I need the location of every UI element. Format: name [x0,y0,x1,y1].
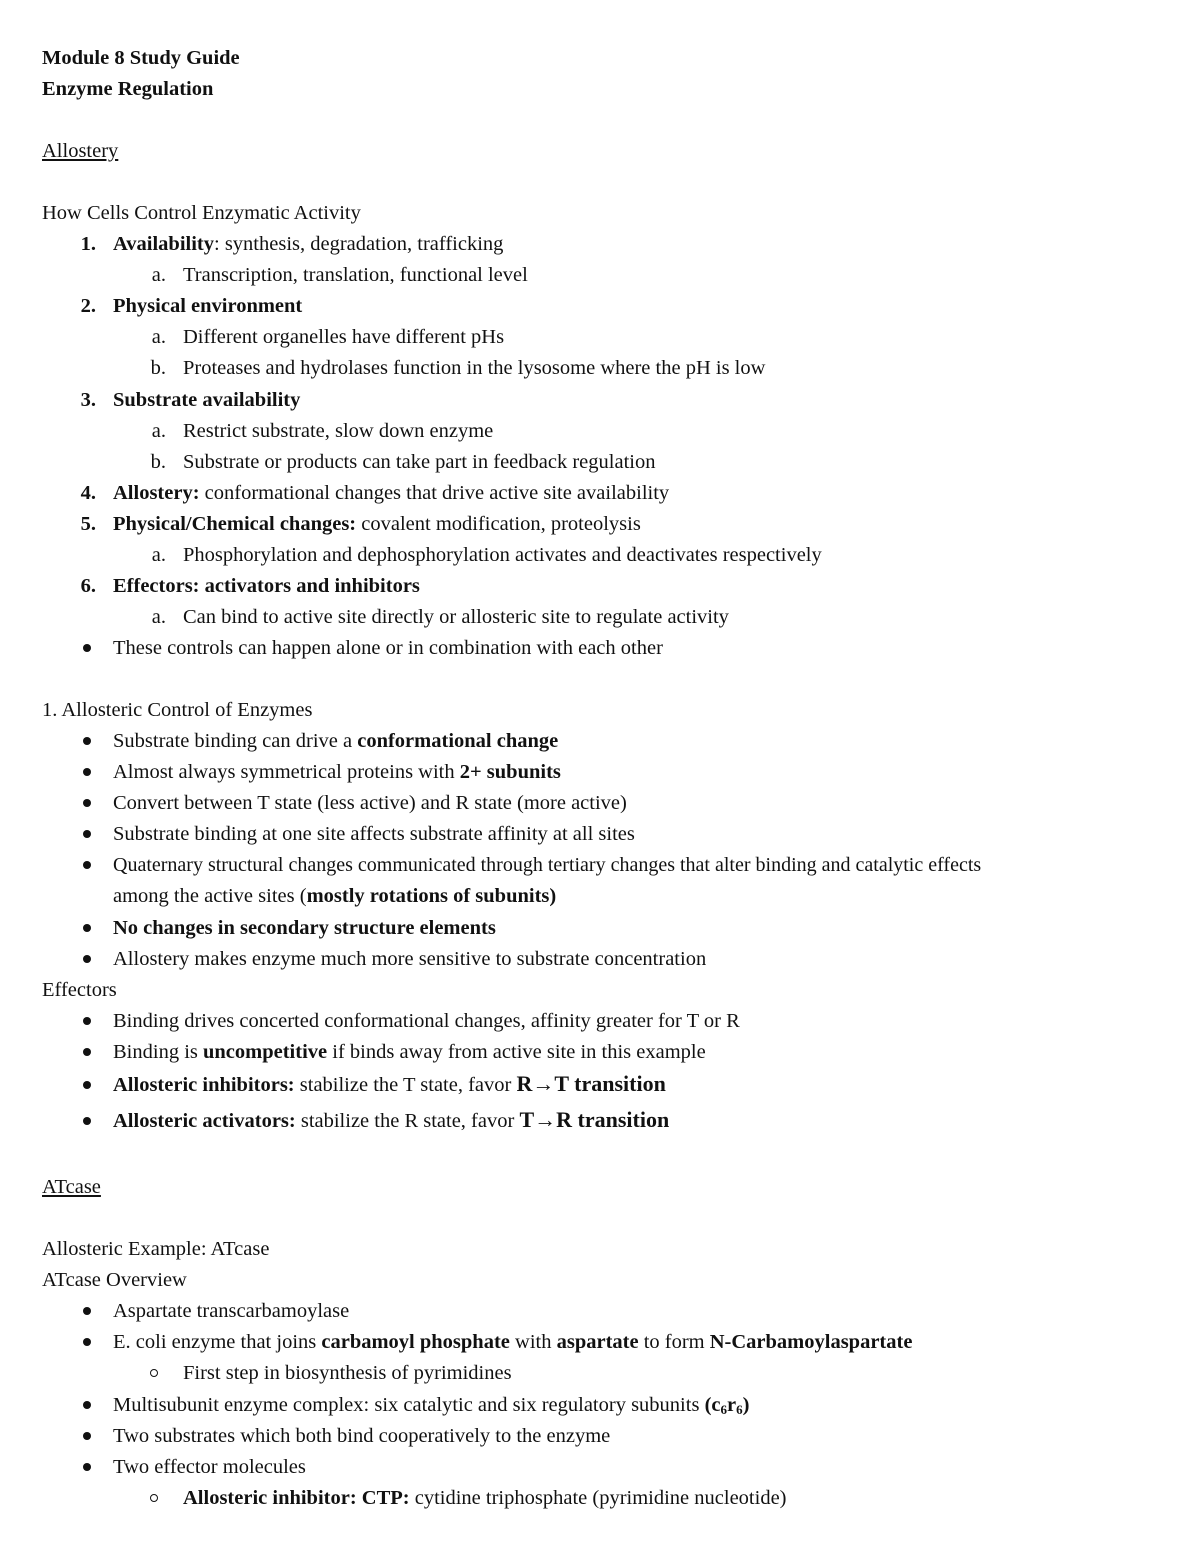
bullet-icon [83,768,91,776]
bullet-icon [83,1307,91,1315]
sublist-marker: a. [151,420,166,442]
list-item-emphasis: uncompetitive [203,1041,328,1063]
list-item-text: to form [638,1331,710,1353]
list-item-text: cytidine triphosphate (pyrimidine nucleotide) [409,1487,787,1509]
sublist-item: First step in biosynthesis of pyrimidines [183,1362,512,1384]
list-item-text: Almost always symmetrical proteins with [113,761,460,783]
bullet-icon [83,737,91,745]
list-item-emphasis: mostly rotations of subunits) [306,885,557,907]
bullet-icon [83,799,91,807]
sublist-item [183,1485,787,1511]
list-item: These controls can happen alone or in combination with each other [113,637,663,659]
section-heading-allostery: Allostery [42,140,119,162]
list-item-emphasis: T→R transition [519,1107,670,1132]
list-item [113,1392,749,1423]
control-heading: 1. Allosteric Control of Enzymes [42,699,313,721]
list-item-term: Physical/Chemical changes: [113,513,357,535]
list-item [113,1039,706,1065]
sublist-item: Transcription, translation, functional level [183,264,528,286]
list-item-emphasis: N-Carbamoylaspartate [709,1331,913,1353]
sublist-marker: a. [151,544,166,566]
list-item: Quaternary structural changes communicated through tertiary changes that alter binding and catalytic effects [113,854,982,876]
list-item-text: stabilize the R state, favor [295,1110,520,1132]
sublist-marker: b. [150,357,166,379]
effectors-heading: Effectors [42,979,117,1001]
sublist-item: Restrict substrate, slow down enzyme [183,420,494,442]
list-item: Aspartate transcarbamoylase [113,1300,350,1322]
list-item [113,1107,669,1134]
bullet-icon [83,924,91,932]
sublist-item: Substrate or products can take part in feedback regulation [183,451,656,473]
list-item-term: Allosteric inhibitors: [113,1074,295,1096]
document-subtitle: Enzyme Regulation [42,78,214,100]
list-item: Binding drives concerted conformational changes, affinity greater for T or R [113,1010,740,1032]
list-item-emphasis: 2+ subunits [459,761,561,783]
list-item-text: if binds away from active site in this example [327,1041,706,1063]
list-item: Substrate binding at one site affects substrate affinity at all sites [113,823,635,845]
list-item-text: with [509,1331,557,1353]
list-item [113,480,669,506]
list-item-emphasis: aspartate [556,1331,639,1353]
list-item [113,1329,912,1355]
sublist-item: Proteases and hydrolases function in the lysosome where the pH is low [183,357,766,379]
bullet-icon [83,1048,91,1056]
bullet-icon [83,1401,91,1409]
list-item-term: Allosteric inhibitor: CTP: [183,1487,410,1509]
section-heading-atcase: ATcase [42,1176,101,1198]
bullet-icon [83,955,91,963]
list-item-term: Availability [113,233,214,255]
list-item: Allostery makes enzyme much more sensitive to substrate concentration [113,948,707,970]
sublist-item: Different organelles have different pHs [183,326,505,348]
subunit-formula: $(c_6r_6)$ [704,1394,750,1417]
list-item-emphasis: carbamoyl phosphate [321,1331,510,1353]
bullet-icon [83,644,91,652]
list-item-continued [113,883,556,909]
list-marker: 1. [80,233,96,255]
list-item: Two substrates which both bind cooperatively to the enzyme [113,1425,611,1447]
list-item: Two effector molecules [113,1456,306,1478]
bullet-icon [83,1432,91,1440]
list-item [113,759,561,785]
bullet-icon [83,1338,91,1346]
list-item: Effectors: activators and inhibitors [113,575,420,597]
list-item [113,1071,666,1098]
list-item-text: Substrate binding can drive a [113,730,358,752]
list-item: Substrate availability [113,389,301,411]
list-marker: 4. [80,482,96,504]
sublist-item: Phosphorylation and dephosphorylation activates and deactivates respectively [183,544,822,566]
sublist-marker: a. [151,326,166,348]
list-item-text: covalent modification, proteolysis [356,513,641,535]
list-item: Physical environment [113,295,303,317]
bullet-icon [83,1463,91,1471]
bullet-icon [83,861,91,869]
list-item-term: Allostery: [113,482,200,504]
sublist-marker: a. [151,606,166,628]
document-title: Module 8 Study Guide [42,47,240,69]
list-marker: 5. [80,513,96,535]
hollow-bullet-icon [150,1494,158,1502]
list-item-text: stabilize the T state, favor [294,1074,517,1096]
sublist-marker: b. [150,451,166,473]
list-item: No changes in secondary structure elements [113,917,496,939]
control-title: How Cells Control Enzymatic Activity [42,202,361,224]
list-item: Convert between T state (less active) and R state (more active) [113,792,627,814]
bullet-icon [83,1017,91,1025]
atcase-overview: ATcase Overview [42,1269,187,1291]
list-marker: 3. [80,389,96,411]
bullet-icon [83,1081,91,1089]
list-item [113,231,503,257]
sublist-marker: a. [151,264,166,286]
list-marker: 6. [80,575,96,597]
list-marker: 2. [80,295,96,317]
list-item-text: conformational changes that drive active site availability [199,482,670,504]
hollow-bullet-icon [150,1369,158,1377]
list-item-text: Multisubunit enzyme complex: six catalytic and six regulatory subunits [113,1394,705,1416]
list-item [113,728,558,754]
bullet-icon [83,1117,91,1125]
list-item-text: : synthesis, degradation, trafficking [214,233,504,255]
list-item-emphasis: conformational change [357,730,559,752]
list-item-text: among the active sites ( [113,885,307,907]
atcase-example: Allosteric Example: ATcase [42,1238,270,1260]
list-item [113,511,641,537]
list-item-term: Allosteric activators: [113,1110,296,1132]
bullet-icon [83,830,91,838]
list-item-text: Binding is [113,1041,203,1063]
list-item-emphasis: R→T transition [516,1071,666,1096]
sublist-item: Can bind to active site directly or allosteric site to regulate activity [183,606,729,628]
list-item-text: E. coli enzyme that joins [113,1331,322,1353]
